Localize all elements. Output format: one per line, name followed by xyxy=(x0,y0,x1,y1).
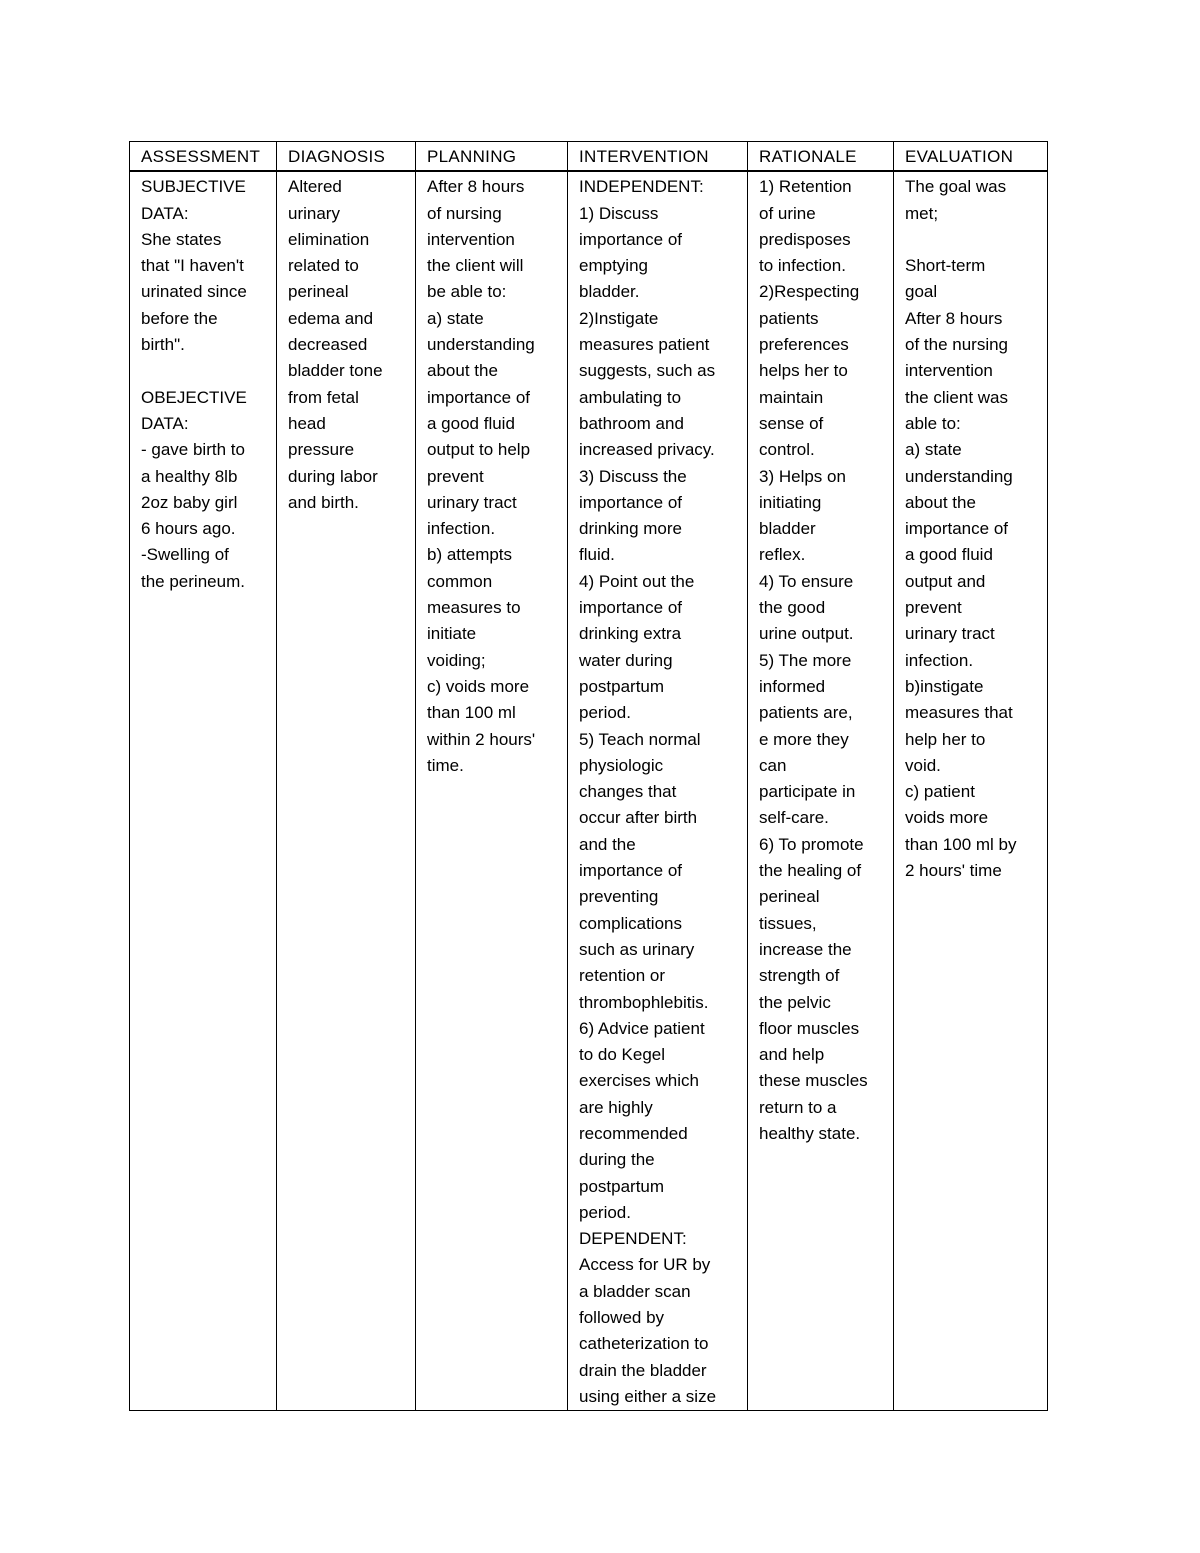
header-assessment: ASSESSMENT xyxy=(130,142,277,172)
intervention-text-line: period. xyxy=(579,703,631,723)
rationale-text-line: e more they xyxy=(759,729,849,749)
evaluation-text-line: met; xyxy=(905,203,939,223)
rationale-text-line: increase the xyxy=(759,939,852,959)
intervention-text-line: 5) Teach normal xyxy=(579,729,701,749)
diagnosis-text-line: and birth. xyxy=(288,492,359,512)
rationale-text-line: the pelvic xyxy=(759,992,831,1012)
rationale-text-line: 2)Respecting xyxy=(759,282,860,302)
intervention-text-line: DEPENDENT: xyxy=(579,1229,687,1249)
rationale-text-line: the good xyxy=(759,598,826,618)
evaluation-text-line: voids more xyxy=(905,808,989,828)
assessment-text-line: that "I haven't xyxy=(141,256,244,276)
rationale-text-line: sense of xyxy=(759,413,824,433)
intervention-text-line: and the xyxy=(579,834,636,854)
assessment-text-line: 2oz baby girl xyxy=(141,492,238,512)
header-rationale: RATIONALE xyxy=(748,142,894,172)
intervention-text-line: INDEPENDENT: xyxy=(579,177,704,197)
evaluation-text-line: help her to xyxy=(905,729,986,749)
intervention-text-line: importance of xyxy=(579,492,682,512)
diagnosis-text-line: edema and xyxy=(288,308,374,328)
rationale-text-line: tissues, xyxy=(759,913,817,933)
rationale-text-line: 4) To ensure xyxy=(759,571,854,591)
planning-text-line: prevent xyxy=(427,466,484,486)
intervention-text-line: drinking extra xyxy=(579,624,682,644)
rationale-text-line: preferences xyxy=(759,335,849,355)
intervention-text-line: postpartum xyxy=(579,1176,665,1196)
evaluation-cell xyxy=(894,171,1048,1411)
intervention-text-line: period. xyxy=(579,1202,631,1222)
diagnosis-cell xyxy=(277,171,416,1411)
intervention-text-line: a bladder scan xyxy=(579,1281,691,1301)
rationale-text-line: reflex. xyxy=(759,545,806,565)
blank-line xyxy=(141,358,268,384)
intervention-text-line: such as urinary xyxy=(579,939,695,959)
planning-text-line: common xyxy=(427,571,493,591)
assessment-cell xyxy=(130,171,277,1411)
rationale-text-line: helps her to xyxy=(759,361,848,381)
planning-text-line: understanding xyxy=(427,335,535,355)
header-intervention: INTERVENTION xyxy=(568,142,748,172)
assessment-text-line: a healthy 8lb xyxy=(141,466,238,486)
rationale-text-line: 6) To promote xyxy=(759,834,864,854)
planning-text-line: of nursing xyxy=(427,203,502,223)
intervention-text-line: physiologic xyxy=(579,755,664,775)
header-evaluation: EVALUATION xyxy=(894,142,1048,172)
intervention-text-line: postpartum xyxy=(579,676,665,696)
intervention-text-line: during the xyxy=(579,1150,655,1170)
evaluation-text-line: importance of xyxy=(905,519,1008,539)
planning-text-line: a good fluid xyxy=(427,413,515,433)
rationale-text-line: 3) Helps on xyxy=(759,466,846,486)
intervention-text-line: suggests, such as xyxy=(579,361,716,381)
intervention-text-line: water during xyxy=(579,650,673,670)
intervention-text-line: importance of xyxy=(579,598,682,618)
rationale-text-line: patients xyxy=(759,308,819,328)
planning-text-line: voiding; xyxy=(427,650,486,670)
rationale-text-line: informed xyxy=(759,676,826,696)
planning-text-line: infection. xyxy=(427,519,496,539)
planning-text-line: measures to xyxy=(427,598,521,618)
diagnosis-text-line: head xyxy=(288,413,326,433)
rationale-text-line: maintain xyxy=(759,387,824,407)
evaluation-text-line: c) patient xyxy=(905,782,975,802)
intervention-text-line: 3) Discuss the xyxy=(579,466,687,486)
diagnosis-text-line: decreased xyxy=(288,335,368,355)
rationale-text-line: these muscles xyxy=(759,1071,868,1091)
rationale-text-line: control. xyxy=(759,440,815,460)
planning-text-line: After 8 hours xyxy=(427,177,525,197)
intervention-text-line: complications xyxy=(579,913,682,933)
intervention-text-line: preventing xyxy=(579,887,659,907)
planning-text-line: about the xyxy=(427,361,498,381)
assessment-text-line: 6 hours ago. xyxy=(141,519,236,539)
diagnosis-text-line: bladder tone xyxy=(288,361,383,381)
intervention-text-line: catheterization to xyxy=(579,1334,709,1354)
intervention-text-line: drinking more xyxy=(579,519,682,539)
intervention-text-line: 6) Advice patient xyxy=(579,1018,705,1038)
rationale-text-line: bladder xyxy=(759,519,816,539)
header-row xyxy=(130,142,1048,172)
evaluation-text-line: 2 hours' time xyxy=(905,861,1002,881)
evaluation-text-line: about the xyxy=(905,492,976,512)
diagnosis-text-line: perineal xyxy=(288,282,349,302)
rationale-text-line: strength of xyxy=(759,966,840,986)
evaluation-text-line: After 8 hours xyxy=(905,308,1003,328)
planning-cell xyxy=(416,171,568,1411)
planning-text-line: initiate xyxy=(427,624,477,644)
blank-line xyxy=(905,227,1039,253)
rationale-text-line: participate in xyxy=(759,782,856,802)
intervention-text-line: ambulating to xyxy=(579,387,682,407)
planning-text-line: importance of xyxy=(427,387,530,407)
rationale-text-line: predisposes xyxy=(759,229,851,249)
intervention-text-line: are highly xyxy=(579,1097,653,1117)
intervention-text-line: retention or xyxy=(579,966,665,986)
diagnosis-text-line: Altered xyxy=(288,177,342,197)
evaluation-text-line: a good fluid xyxy=(905,545,993,565)
intervention-text-line: 2)Instigate xyxy=(579,308,659,328)
intervention-text-line: Access for UR by xyxy=(579,1255,711,1275)
intervention-text-line: importance of xyxy=(579,229,682,249)
rationale-text-line: initiating xyxy=(759,492,822,512)
diagnosis-text-line: from fetal xyxy=(288,387,359,407)
evaluation-text-line: output and xyxy=(905,571,986,591)
rationale-cell xyxy=(748,171,894,1411)
intervention-text-line: emptying xyxy=(579,256,648,276)
intervention-text-line: using either a size xyxy=(579,1386,717,1406)
evaluation-text-line: prevent xyxy=(905,598,962,618)
intervention-text-line: fluid. xyxy=(579,545,615,565)
intervention-text-line: changes that xyxy=(579,782,677,802)
evaluation-text-line: a) state xyxy=(905,440,962,460)
assessment-text-line: DATA: xyxy=(141,203,189,223)
rationale-text-line: perineal xyxy=(759,887,820,907)
evaluation-text-line: measures that xyxy=(905,703,1013,723)
planning-text-line: b) attempts xyxy=(427,545,513,565)
rationale-text-line: healthy state. xyxy=(759,1123,861,1143)
rationale-text-line: of urine xyxy=(759,203,816,223)
evaluation-text-line: The goal was xyxy=(905,177,1007,197)
assessment-text-line: birth". xyxy=(141,335,185,355)
diagnosis-text-line: urinary xyxy=(288,203,340,223)
assessment-text-line: urinated since xyxy=(141,282,247,302)
intervention-text-line: recommended xyxy=(579,1123,688,1143)
rationale-text-line: to infection. xyxy=(759,256,846,276)
intervention-text-line: 4) Point out the xyxy=(579,571,695,591)
evaluation-text-line: able to: xyxy=(905,413,961,433)
intervention-text-line: drain the bladder xyxy=(579,1360,707,1380)
assessment-text-line: SUBJECTIVE xyxy=(141,177,246,197)
assessment-text-line: -Swelling of xyxy=(141,545,229,565)
intervention-text-line: exercises which xyxy=(579,1071,699,1091)
diagnosis-text-line: during labor xyxy=(288,466,378,486)
rationale-text-line: can xyxy=(759,755,787,775)
rationale-text-line: return to a xyxy=(759,1097,837,1117)
rationale-text-line: 1) Retention xyxy=(759,177,852,197)
planning-text-line: within 2 hours' xyxy=(427,729,536,749)
header-planning: PLANNING xyxy=(416,142,568,172)
intervention-text-line: followed by xyxy=(579,1308,665,1328)
rationale-text-line: the healing of xyxy=(759,861,862,881)
diagnosis-text-line: related to xyxy=(288,256,359,276)
diagnosis-text-line: pressure xyxy=(288,440,355,460)
intervention-text-line: increased privacy. xyxy=(579,440,715,460)
rationale-text-line: floor muscles xyxy=(759,1018,860,1038)
planning-text-line: output to help xyxy=(427,440,531,460)
planning-text-line: intervention xyxy=(427,229,515,249)
evaluation-text-line: b)instigate xyxy=(905,676,984,696)
diagnosis-text-line: elimination xyxy=(288,229,370,249)
evaluation-text-line: of the nursing xyxy=(905,335,1009,355)
intervention-text-line: importance of xyxy=(579,861,682,881)
intervention-text-line: bathroom and xyxy=(579,413,684,433)
assessment-text-line: She states xyxy=(141,229,222,249)
assessment-text-line: - gave birth to xyxy=(141,440,245,460)
evaluation-text-line: infection. xyxy=(905,650,974,670)
assessment-text-line: the perineum. xyxy=(141,571,245,591)
planning-text-line: time. xyxy=(427,755,464,775)
evaluation-text-line: understanding xyxy=(905,466,1013,486)
intervention-text-line: occur after birth xyxy=(579,808,698,828)
evaluation-text-line: goal xyxy=(905,282,938,302)
evaluation-text-line: intervention xyxy=(905,361,993,381)
rationale-text-line: patients are, xyxy=(759,703,853,723)
header-diagnosis: DIAGNOSIS xyxy=(277,142,416,172)
evaluation-text-line: the client was xyxy=(905,387,1008,407)
rationale-text-line: urine output. xyxy=(759,624,854,644)
intervention-cell xyxy=(568,171,748,1411)
intervention-text-line: to do Kegel xyxy=(579,1045,666,1065)
planning-text-line: the client will xyxy=(427,256,524,276)
rationale-text-line: 5) The more xyxy=(759,650,852,670)
planning-text-line: be able to: xyxy=(427,282,507,302)
table-row xyxy=(130,171,1048,1411)
rationale-text-line: and help xyxy=(759,1045,825,1065)
rationale-text-line: self-care. xyxy=(759,808,829,828)
planning-text-line: c) voids more xyxy=(427,676,530,696)
planning-text-line: a) state xyxy=(427,308,484,328)
intervention-text-line: bladder. xyxy=(579,282,640,302)
evaluation-text-line: urinary tract xyxy=(905,624,995,644)
assessment-text-line: before the xyxy=(141,308,218,328)
evaluation-text-line: void. xyxy=(905,755,941,775)
planning-text-line: than 100 ml xyxy=(427,703,516,723)
planning-text-line: urinary tract xyxy=(427,492,517,512)
evaluation-text-line: Short-term xyxy=(905,256,986,276)
intervention-text-line: 1) Discuss xyxy=(579,203,659,223)
assessment-text-line: OBEJECTIVE xyxy=(141,387,247,407)
evaluation-text-line: than 100 ml by xyxy=(905,834,1017,854)
nursing-care-plan-table xyxy=(129,141,1048,1411)
assessment-text-line: DATA: xyxy=(141,413,189,433)
intervention-text-line: thrombophlebitis. xyxy=(579,992,709,1012)
intervention-text-line: measures patient xyxy=(579,335,710,355)
